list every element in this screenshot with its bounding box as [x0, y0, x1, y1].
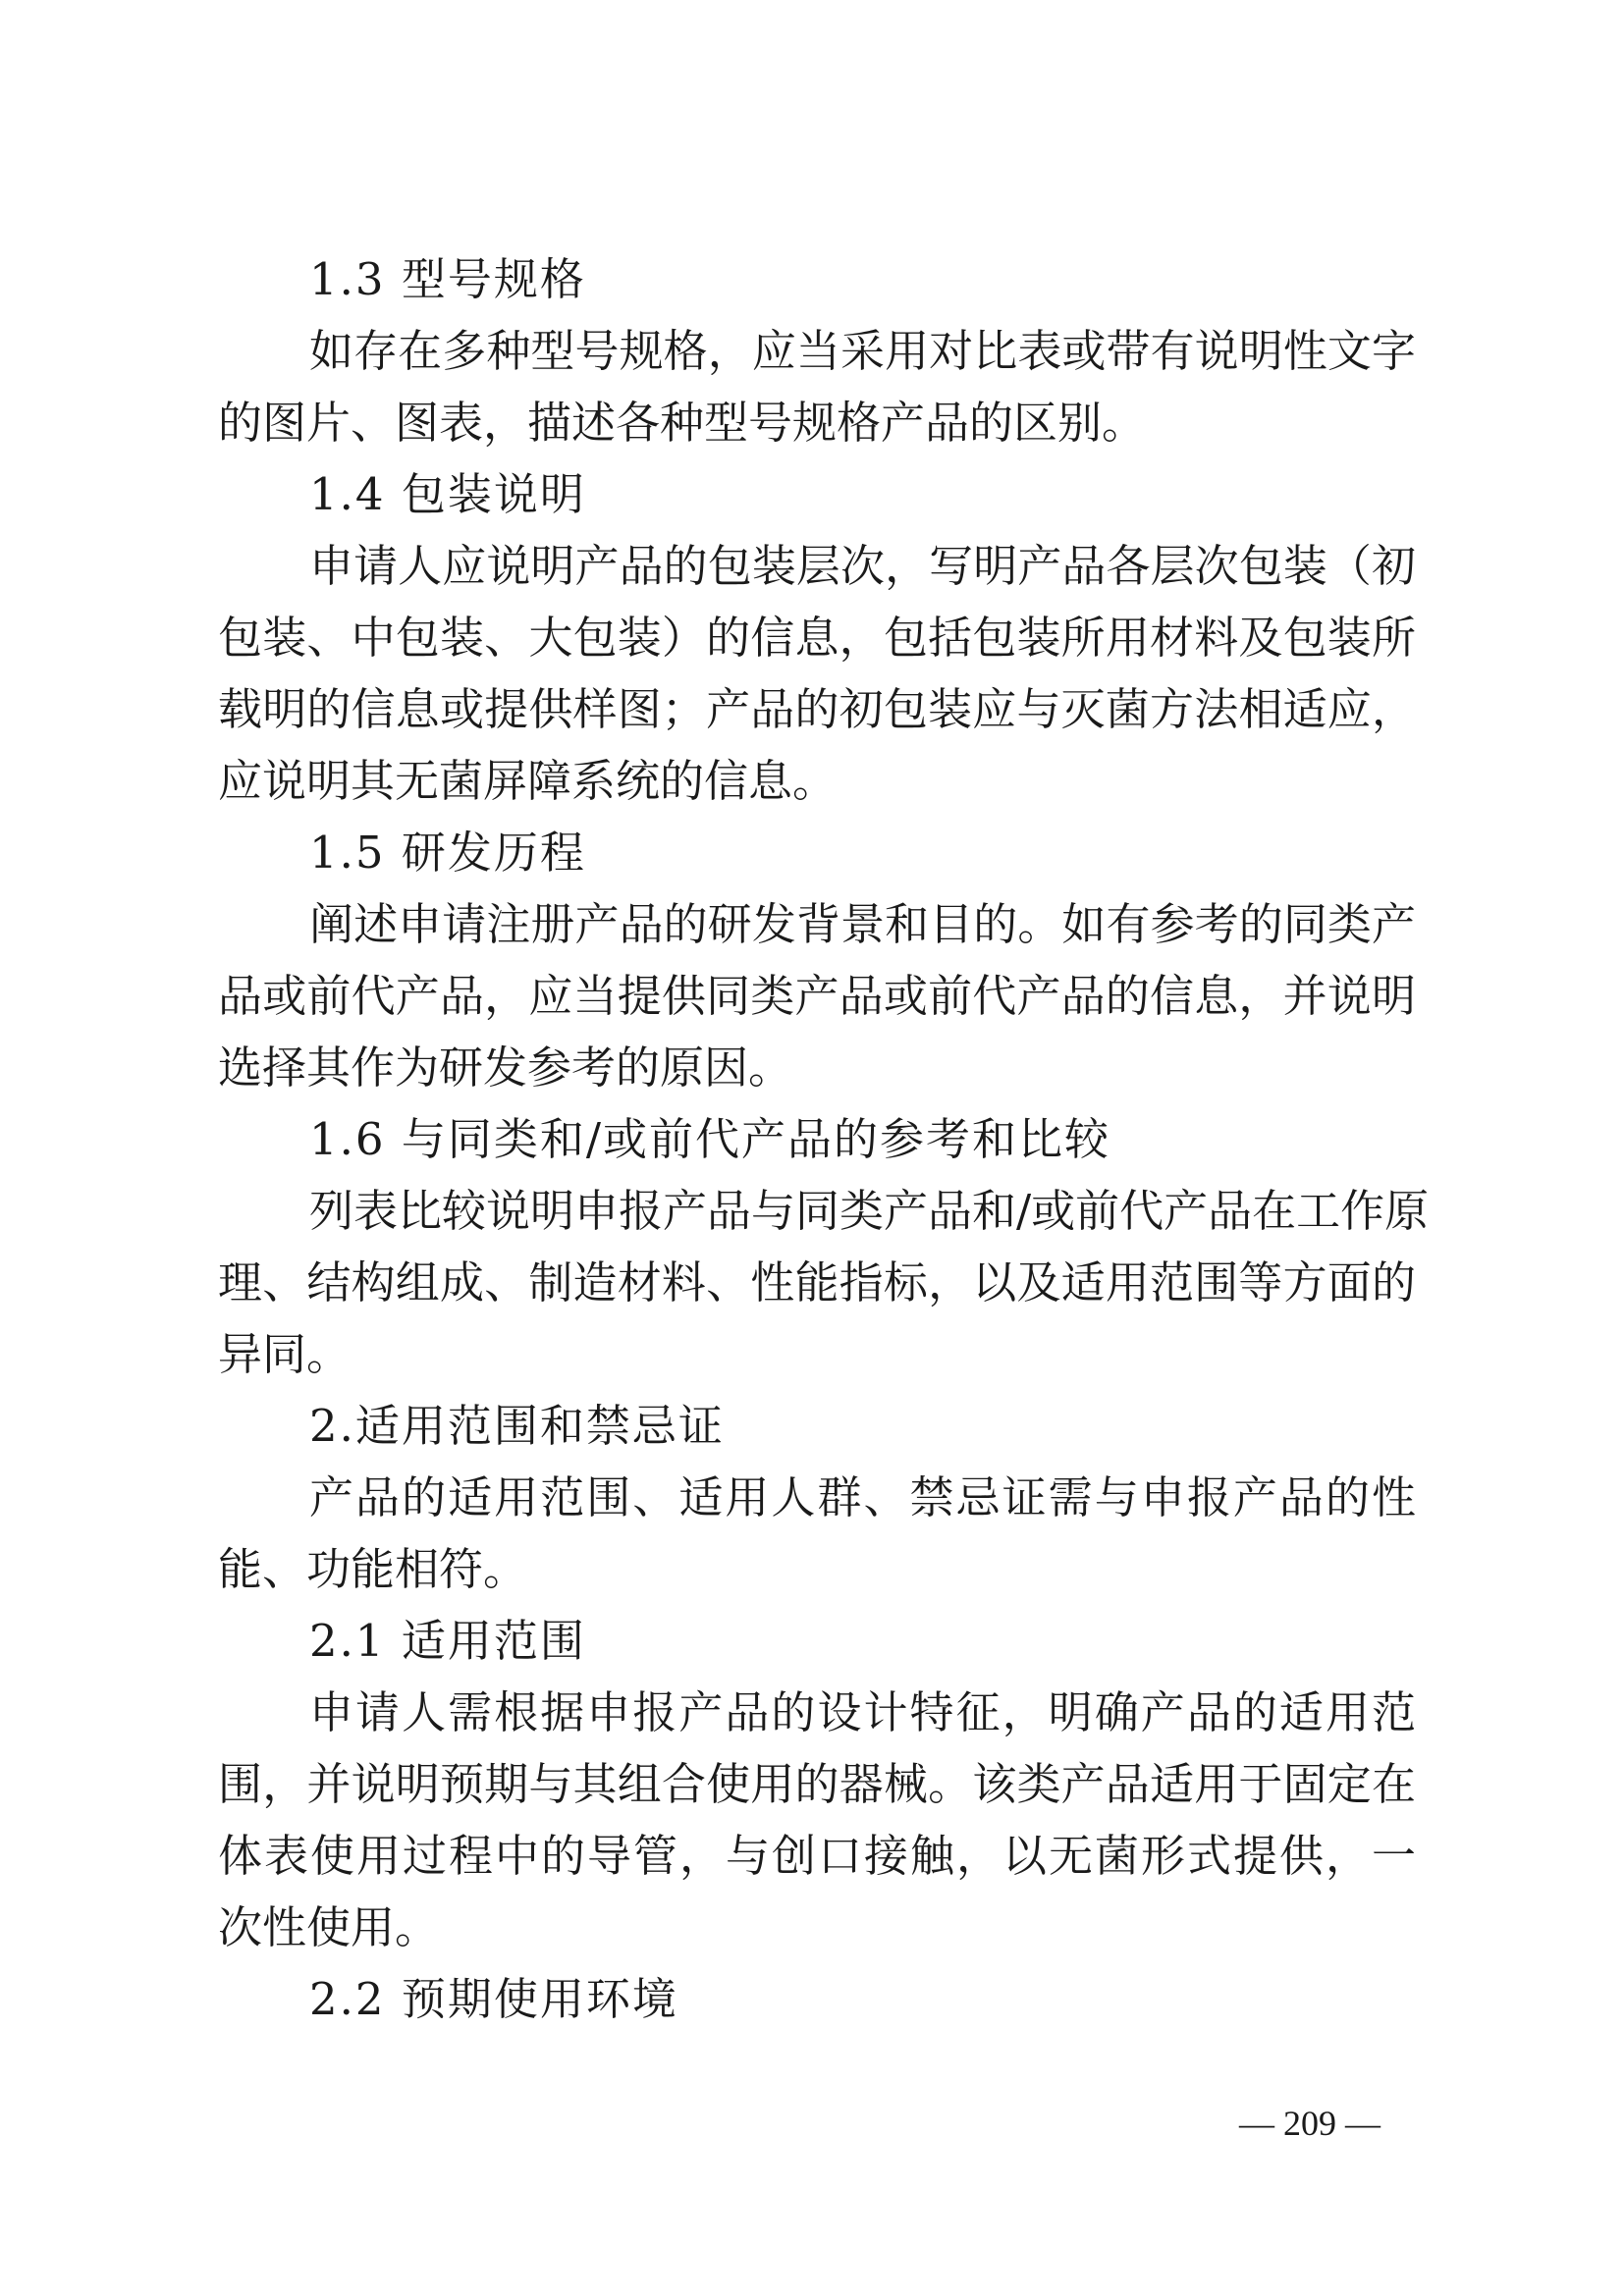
section-heading-2: 2.适用范围和禁忌证: [309, 1400, 725, 1452]
paragraph-line: 如存在多种型号规格，应当采用对比表或带有说明性文字: [309, 325, 1416, 377]
paragraph-line: 能、功能相符。: [218, 1543, 528, 1595]
page-number: — 209 —: [1239, 2104, 1380, 2143]
section-heading-1-5: 1.5 研发历程: [309, 827, 586, 879]
paragraph-line: 品或前代产品，应当提供同类产品或前代产品的信息，并说明: [218, 970, 1416, 1022]
section-heading-2-1: 2.1 适用范围: [309, 1615, 586, 1667]
section-heading-1-3: 1.3 型号规格: [309, 253, 586, 305]
page-body: [218, 243, 1430, 2035]
paragraph-line: 阐述申请注册产品的研发背景和目的。如有参考的同类产: [309, 898, 1416, 950]
paragraph-line: 包装、中包装、大包装）的信息，包括包装所用材料及包装所: [218, 612, 1416, 664]
paragraph-line: 产品的适用范围、适用人群、禁忌证需与申报产品的性: [309, 1471, 1416, 1523]
paragraph-line: 列表比较说明申报产品与同类产品和/或前代产品在工作原: [309, 1185, 1430, 1237]
paragraph-line: 围，并说明预期与其组合使用的器械。该类产品适用于固定在: [218, 1758, 1416, 1810]
paragraph-line: 异同。: [218, 1328, 352, 1380]
paragraph-line: 理、结构组成、制造材料、性能指标，以及适用范围等方面的: [218, 1256, 1416, 1308]
paragraph-line: 选择其作为研发参考的原因。: [218, 1041, 793, 1094]
section-heading-1-6: 1.6 与同类和/或前代产品的参考和比较: [309, 1113, 1111, 1165]
section-heading-2-2: 2.2 预期使用环境: [309, 1973, 678, 2025]
paragraph-line: 的图片、图表，描述各种型号规格产品的区别。: [218, 397, 1147, 449]
paragraph-line: 申请人需根据申报产品的设计特征，明确产品的适用范: [309, 1686, 1416, 1738]
paragraph-line: 次性使用。: [218, 1901, 440, 1953]
paragraph-line: 载明的信息或提供样图；产品的初包装应与灭菌方法相适应，: [218, 683, 1416, 735]
section-heading-1-4: 1.4 包装说明: [309, 468, 586, 520]
paragraph-line: 应说明其无菌屏障系统的信息。: [218, 755, 838, 807]
paragraph-line: 体表使用过程中的导管，与创口接触，以无菌形式提供，一: [218, 1830, 1416, 1882]
paragraph-line: 申请人应说明产品的包装层次，写明产品各层次包装（初: [309, 540, 1416, 592]
